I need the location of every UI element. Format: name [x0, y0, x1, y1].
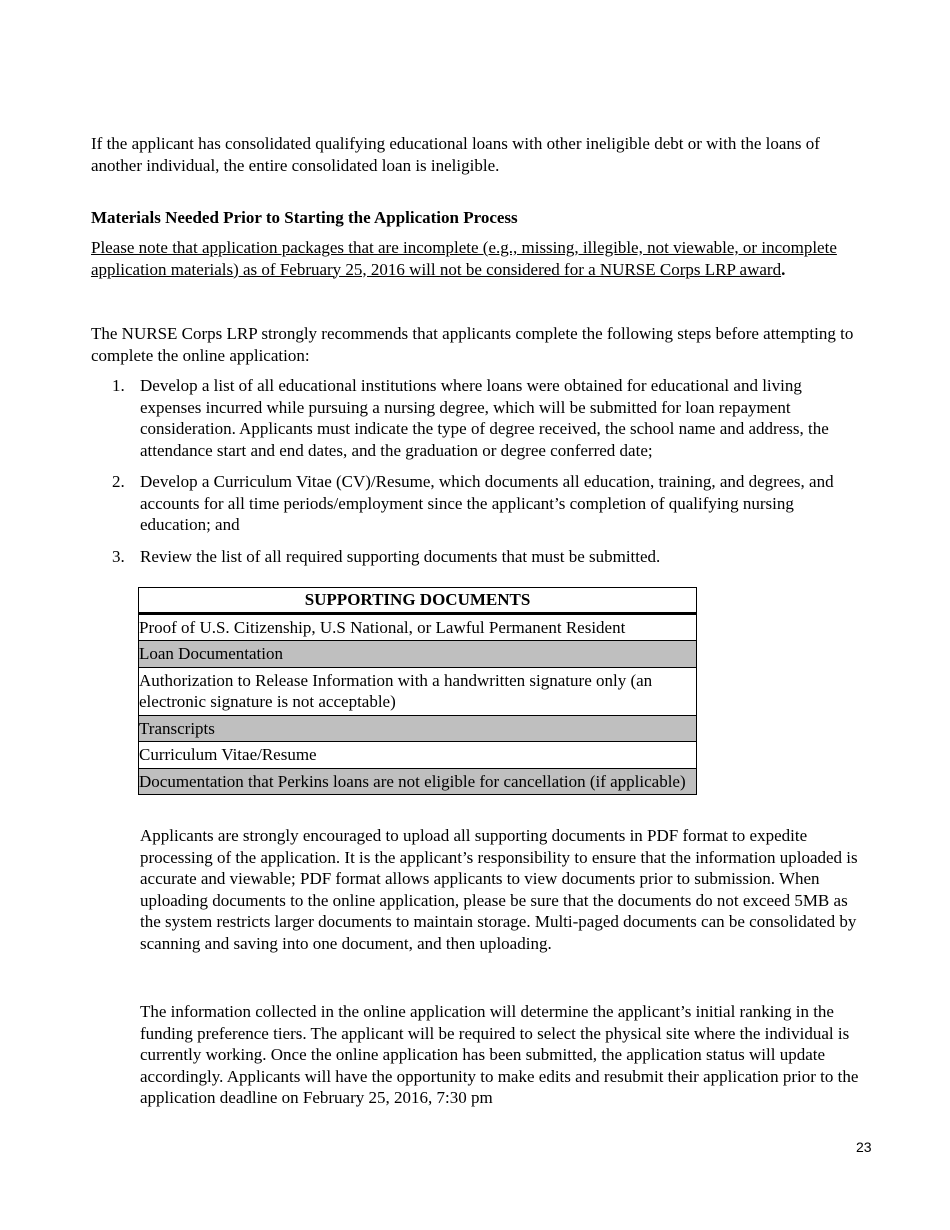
- table-cell: Proof of U.S. Citizenship, U.S National, or Lawful Permanent Resident: [139, 613, 697, 641]
- table-row: [139, 742, 697, 769]
- materials-heading: Materials Needed Prior to Starting the Application Process: [91, 208, 518, 227]
- steps-list: [91, 375, 861, 577]
- step-text: Develop a list of all educational institutions where loans were obtained for educational and living expenses incurred while pursuing a nursing degree, which will be submitted for loan repayment consideration. Applicants must indicate the type of degree received, the school name and address, the attendance start and end dates, and the graduation or degree conferred date;: [140, 376, 829, 460]
- note-underlined-text: Please note that application packages that are incomplete (e.g., missing, illegible, not viewable, or incomplete application materials) as of February 25, 2016 will not be considered for a NURSE Corps LRP award: [91, 238, 837, 279]
- table-row: [139, 715, 697, 742]
- step-number: 3.: [112, 546, 125, 566]
- table-header: SUPPORTING DOCUMENTS: [139, 588, 697, 614]
- consolidated-loan-paragraph: If the applicant has consolidated qualifying educational loans with other ineligible debt or with the loans of another individual, the entire consolidated loan is ineligible.: [91, 134, 820, 175]
- table-header-row: [139, 588, 697, 614]
- step-number: 2.: [112, 472, 125, 491]
- supporting-documents-table: [138, 587, 697, 795]
- table-cell: Curriculum Vitae/Resume: [139, 742, 697, 769]
- table-row: [139, 641, 697, 668]
- step-number: 1.: [112, 376, 125, 395]
- step-item: [91, 471, 861, 536]
- note-period: .: [781, 259, 786, 279]
- table-row: [139, 667, 697, 715]
- page-number: 23: [856, 1139, 872, 1155]
- recommend-paragraph: The NURSE Corps LRP strongly recommends that applicants complete the following steps before attempting to complete the online application:: [91, 324, 854, 365]
- table-cell: Transcripts: [139, 715, 697, 742]
- step-item: [91, 546, 861, 568]
- upload-instructions-paragraph: Applicants are strongly encouraged to upload all supporting documents in PDF format to expedite processing of the application. It is the applicant’s responsibility to ensure that the information uploaded is accurate and viewable; PDF format allows applicants to view documents prior to submission. When uploading documents to the online application, please be sure that the documents do not exceed 5MB as the system restricts larger documents to maintain storage. Multi-paged documents can be consolidated by scanning and saving into one document, and then uploading.: [140, 826, 858, 953]
- table-cell: Documentation that Perkins loans are not eligible for cancellation (if applicable): [139, 768, 697, 795]
- step-item: [91, 375, 861, 461]
- table-cell: Loan Documentation: [139, 641, 697, 668]
- online-application-info-paragraph: The information collected in the online application will determine the applicant’s initial ranking in the funding preference tiers. The applicant will be required to select the physical site where the individual is currently working. Once the online application has been submitted, the application status will update accordingly. Applicants will have the opportunity to make edits and resubmit their application prior to the application deadline on February 25, 2016, 7:30 pm: [140, 1002, 859, 1107]
- table-row: [139, 768, 697, 795]
- table-cell: Authorization to Release Information with a handwritten signature only (an electronic signature is not acceptable): [139, 667, 697, 715]
- incomplete-application-note: [91, 237, 861, 280]
- step-text: Review the list of all required supporting documents that must be submitted.: [140, 546, 661, 566]
- step-text: Develop a Curriculum Vitae (CV)/Resume, which documents all education, training, and degrees, and accounts for all time periods/employment since the applicant’s completion of qualifying nursing education; and: [140, 472, 834, 534]
- table-row: [139, 613, 697, 641]
